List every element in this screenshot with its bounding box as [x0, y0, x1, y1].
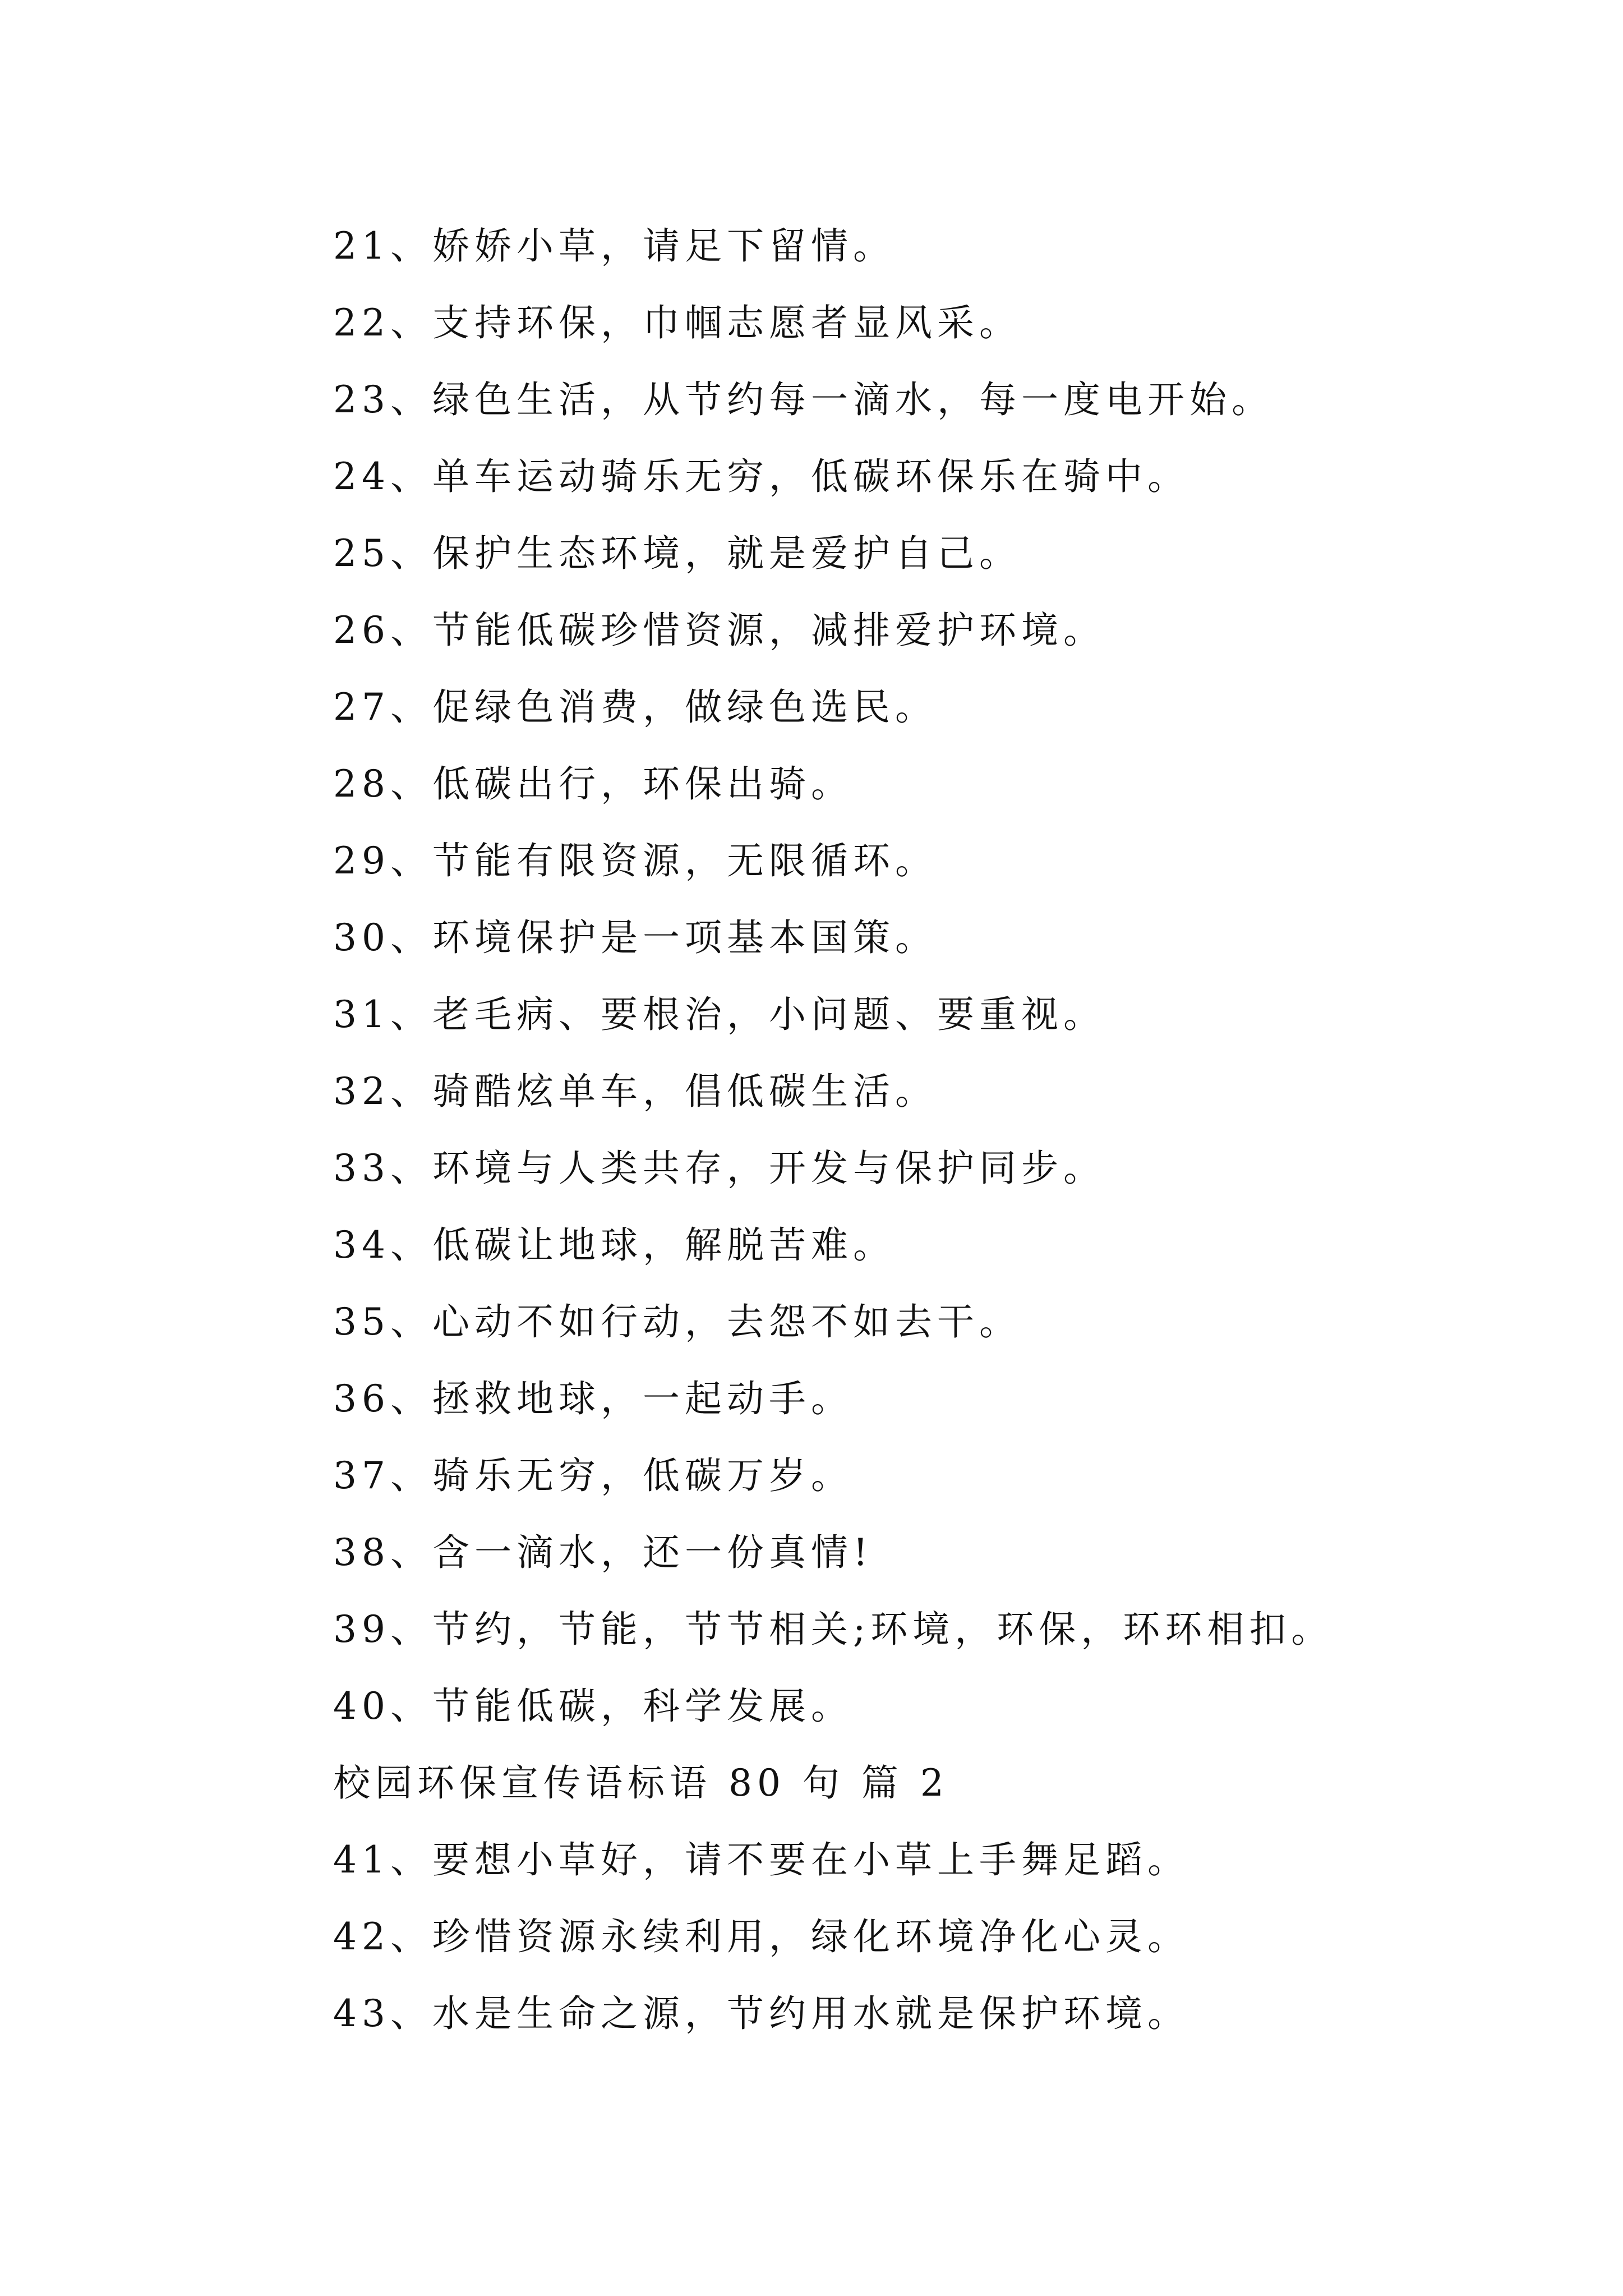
slogan-line-39: 39、节约，节能，节节相关;环境，环保，环环相扣。 — [333, 1608, 1334, 1651]
slogan-line-34: 34、低碳让地球，解脱苦难。 — [333, 1223, 895, 1267]
slogan-line-38: 38、含一滴水，还一份真情! — [333, 1531, 873, 1574]
slogan-line-23: 23、绿色生活，从节约每一滴水，每一度电开始。 — [333, 378, 1274, 421]
slogan-line-40: 40、节能低碳，科学发展。 — [333, 1685, 853, 1728]
slogan-line-30: 30、环境保护是一项基本国策。 — [333, 916, 937, 959]
slogan-line-35: 35、心动不如行动，去怨不如去干。 — [333, 1300, 1021, 1343]
slogan-line-33: 33、环境与人类共存，开发与保护同步。 — [333, 1147, 1105, 1190]
slogan-line-37: 37、骑乐无穷，低碳万岁。 — [333, 1454, 853, 1497]
document-body — [333, 208, 1539, 2052]
slogan-line-25: 25、保护生态环境，就是爱护自己。 — [333, 532, 1021, 575]
slogan-line-24: 24、单车运动骑乐无穷，低碳环保乐在骑中。 — [333, 455, 1189, 498]
slogan-line-43: 43、水是生命之源，节约用水就是保护环境。 — [333, 1992, 1189, 2035]
slogan-line-28: 28、低碳出行，环保出骑。 — [333, 762, 853, 806]
slogan-line-31: 31、老毛病、要根治，小问题、要重视。 — [333, 993, 1105, 1036]
slogan-line-41: 41、要想小草好，请不要在小草上手舞足蹈。 — [333, 1838, 1189, 1881]
section-heading: 校园环保宣传语标语 80 句 篇 2 — [333, 1761, 949, 1805]
slogan-line-42: 42、珍惜资源永续利用，绿化环境净化心灵。 — [333, 1915, 1189, 1958]
slogan-line-36: 36、拯救地球，一起动手。 — [333, 1377, 853, 1420]
slogan-line-27: 27、促绿色消费，做绿色选民。 — [333, 685, 937, 729]
slogan-line-26: 26、节能低碳珍惜资源，减排爱护环境。 — [333, 609, 1105, 652]
slogan-line-29: 29、节能有限资源，无限循环。 — [333, 839, 937, 882]
slogan-line-21: 21、娇娇小草，请足下留情。 — [333, 224, 895, 268]
slogan-line-22: 22、支持环保，巾帼志愿者显风采。 — [333, 301, 1021, 344]
slogan-line-32: 32、骑酷炫单车，倡低碳生活。 — [333, 1070, 937, 1113]
